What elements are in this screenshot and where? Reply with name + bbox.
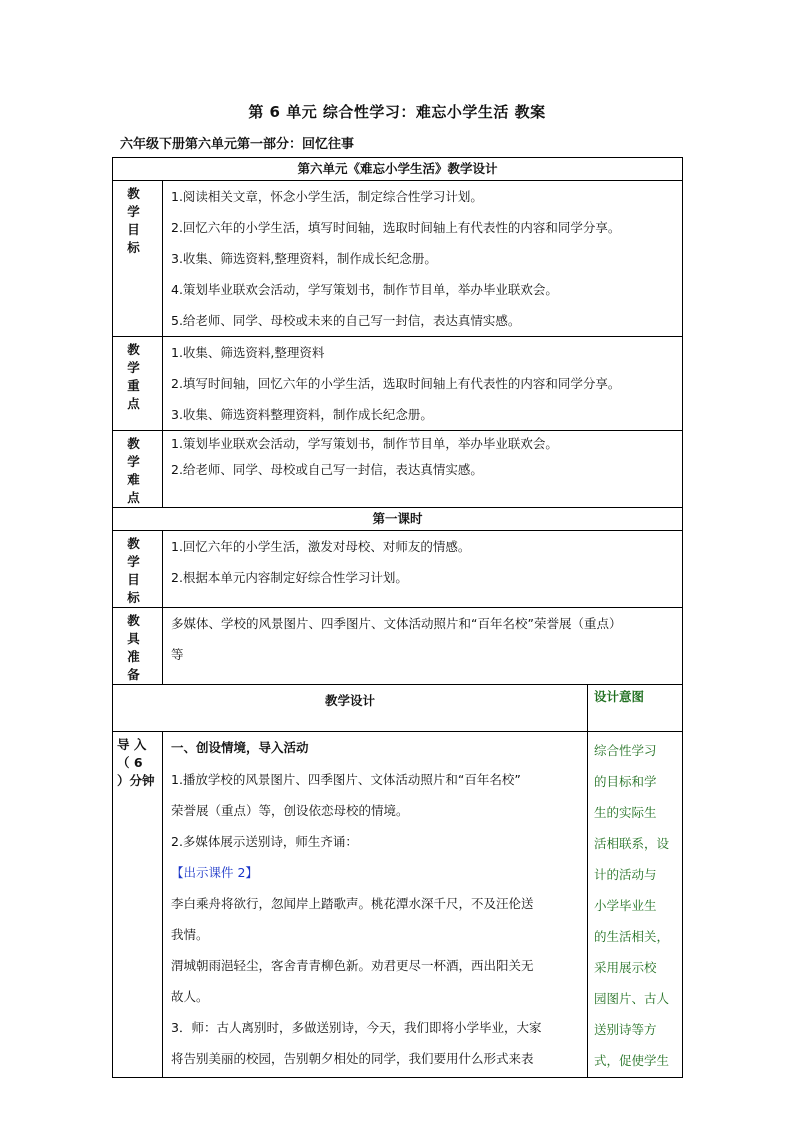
difficulties-label: 教 学 难 点 — [113, 431, 163, 508]
intro-line: 荣誉展（重点）等，创设依恋母校的情境。 — [171, 803, 409, 818]
materials-content — [163, 608, 683, 685]
intro-line: 我情。 — [171, 927, 209, 942]
intent-line: 的目标和学 — [594, 774, 657, 789]
intent-line: 计的活动与 — [594, 867, 657, 882]
intent-line: 活相联系，设 — [594, 836, 670, 851]
intro-label: 导 入 （ 6 ）分钟 — [113, 732, 163, 1078]
courseware-tag: 【出示课件 2】 — [171, 865, 258, 880]
lesson-plan-table — [112, 157, 683, 1078]
goals-content — [163, 181, 683, 337]
intent-line: 综合性学习 — [594, 743, 657, 758]
intent-line: 生的实际生 — [594, 805, 657, 820]
key-points-label: 教 学 重 点 — [113, 337, 163, 431]
difficulties-row — [113, 431, 683, 508]
lesson-goals-row — [113, 531, 683, 608]
intro-line: 将告别美丽的校园，告别朝夕相处的同学，我们要用什么形式来表 — [171, 1051, 534, 1066]
document-subtitle: 六年级下册第六单元第一部分：回忆往事 — [120, 137, 355, 152]
list-item: 3.收集、筛选资料整理资料，制作成长纪念册。 — [171, 407, 433, 422]
list-item: 5.给老师、同学、母校或未来的自己写一封信，表达真情实感。 — [171, 313, 521, 328]
list-item: 2.填写时间轴，回忆六年的小学生活，选取时间轴上有代表性的内容和同学分享。 — [171, 376, 621, 391]
table-header-row — [113, 158, 683, 181]
list-item: 4.策划毕业联欢会活动，学写策划书，制作节目单，举办毕业联欢会。 — [171, 282, 558, 297]
materials-line: 等 — [171, 647, 184, 662]
intro-content — [163, 732, 588, 1078]
lesson-header-row — [113, 508, 683, 531]
list-item: 1.收集、筛选资料,整理资料 — [171, 345, 325, 360]
materials-label: 教 具 准 备 — [113, 608, 163, 685]
table-header: 第六单元《难忘小学生活》教学设计 — [113, 158, 683, 181]
key-points-content — [163, 337, 683, 431]
intent-line: 小学毕业生 — [594, 898, 657, 913]
list-item: 3.收集、筛选资料,整理资料，制作成长纪念册。 — [171, 251, 437, 266]
intent-line: 的生活相关， — [594, 929, 670, 944]
list-item: 2.根据本单元内容制定好综合性学习计划。 — [171, 570, 408, 585]
key-points-row — [113, 337, 683, 431]
materials-line: 多媒体、学校的风景图片、四季图片、文体活动照片和“百年名校”荣誉展（重点） — [171, 616, 622, 631]
intro-line: 3．师：古人离别时，多做送别诗，今天，我们即将小学毕业，大家 — [171, 1020, 542, 1035]
intro-line: 2.多媒体展示送别诗，师生齐诵： — [171, 834, 358, 849]
list-item: 1.回忆六年的小学生活，激发对母校、对师友的情感。 — [171, 539, 471, 554]
intro-line: 故人。 — [171, 989, 209, 1004]
intro-line: 1.播放学校的风景图片、四季图片、文体活动照片和“百年名校” — [171, 772, 521, 787]
intent-line: 园图片、古人 — [594, 991, 670, 1006]
document-title: 第 6 单元 综合性学习：难忘小学生活 教案 — [248, 103, 546, 121]
materials-row — [113, 608, 683, 685]
goals-row — [113, 181, 683, 337]
lesson-goals-label: 教 学 目 标 — [113, 531, 163, 608]
intent-content — [588, 732, 683, 1078]
section-title: 一、创设情境，导入活动 — [171, 740, 309, 755]
intro-line: 渭城朝雨浥轻尘，客舍青青柳色新。劝君更尽一杯酒，西出阳关无 — [171, 958, 534, 973]
list-item: 1.策划毕业联欢会活动，学写策划书，制作节目单，举办毕业联欢会。 — [171, 436, 558, 451]
intent-line: 式，促使学生 — [594, 1053, 670, 1068]
list-item: 2.回忆六年的小学生活，填写时间轴，选取时间轴上有代表性的内容和同学分享。 — [171, 220, 621, 235]
intent-line: 采用展示校 — [594, 960, 657, 975]
lesson-header: 第一课时 — [113, 508, 683, 531]
intro-row — [113, 732, 683, 1078]
list-item: 1.阅读相关文章，怀念小学生活，制定综合性学习计划。 — [171, 189, 483, 204]
intro-line: 李白乘舟将欲行，忽闻岸上踏歌声。桃花潭水深千尺，不及汪伦送 — [171, 896, 534, 911]
goals-label: 教 学 目 标 — [113, 181, 163, 337]
lesson-goals-content — [163, 531, 683, 608]
list-item: 2.给老师、同学、母校或自己写一封信，表达真情实感。 — [171, 462, 483, 477]
intent-header: 设计意图 — [588, 685, 683, 732]
difficulties-content — [163, 431, 683, 508]
design-header: 教学设计 — [113, 685, 588, 732]
design-header-row — [113, 685, 683, 732]
intent-line: 送别诗等方 — [594, 1022, 657, 1037]
